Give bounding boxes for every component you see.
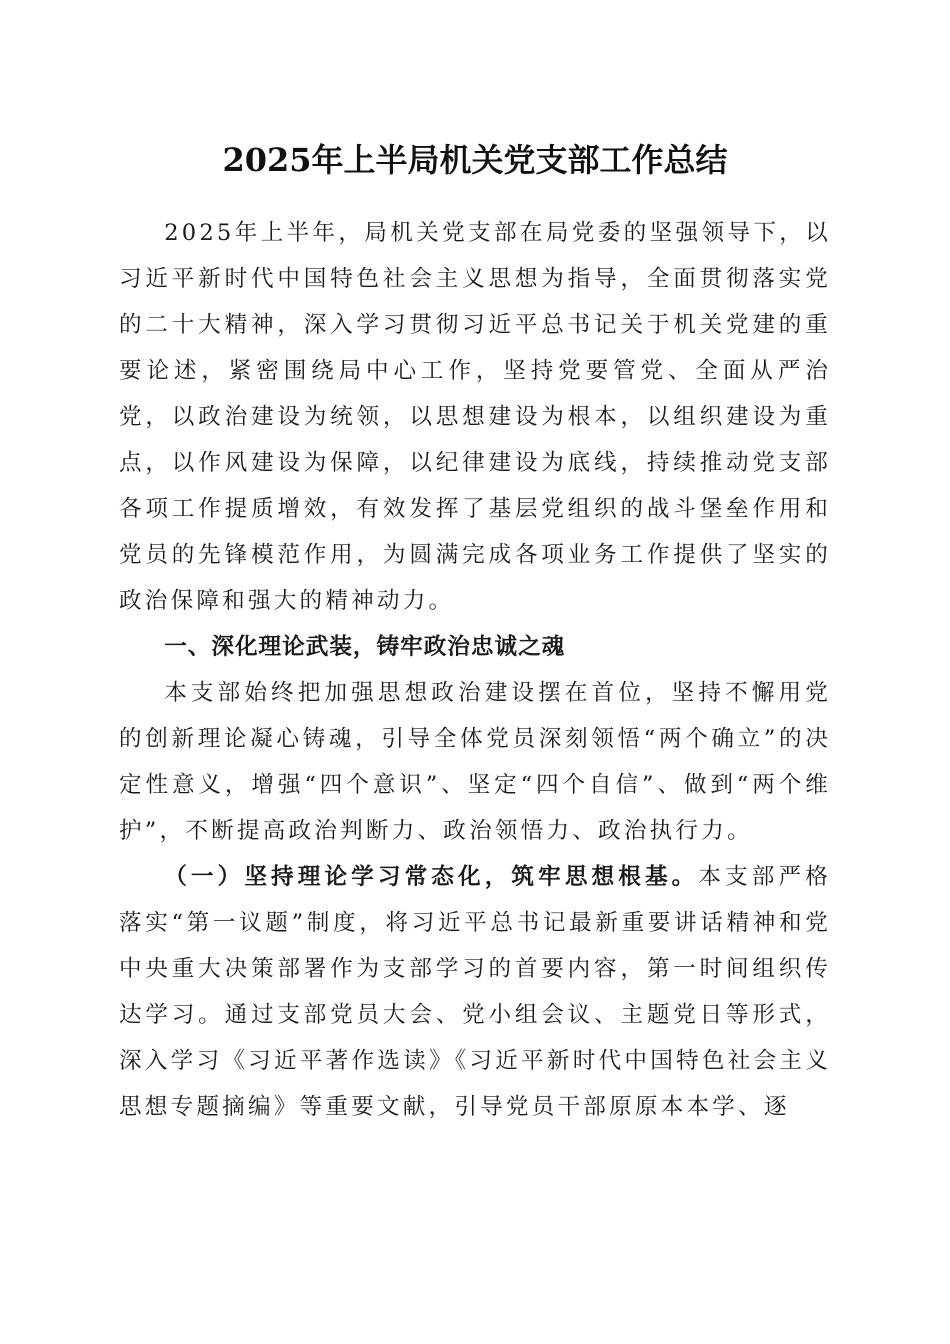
subsection-1-body: 本支部严格落实“第一议题”制度，将习近平总书记最新重要讲话精神和党中央重大决策部署作为支部学习的首要内容，第一时间组织传达学习。通过支部党员大会、党小组会议、主题党日等形式，深入学习《习近平著作选读》《习近平新时代中国特色社会主义思想专题摘编》等重要文献，引导党员干部原原本本学、逐 [119, 864, 832, 1120]
section-1-paragraph: 本支部始终把加强思想政治建设摆在首位，坚持不懈用党的创新理论凝心铸魂，引导全体党员深刻领悟“两个确立”的决定性意义，增强“四个意识”、坚定“四个自信”、做到“两个维护”，不断提高政治判断力、政治领悟力、政治执行力。 [119, 680, 831, 844]
document-body [119, 210, 831, 1130]
intro-paragraph: 2025年上半年，局机关党支部在局党委的坚强领导下，以习近平新时代中国特色社会主义思想为指导，全面贯彻落实党的二十大精神，深入学习贯彻习近平总书记关于机关党建的重要论述，紧密围绕局中心工作，坚持党要管党、全面从严治党，以政治建设为统领，以思想建设为根本，以组织建设为重点，以作风建设为保障，以纪律建设为底线，持续推动党支部各项工作提质增效，有效发挥了基层党组织的战斗堡垒作用和党员的先锋模范作用，为圆满完成各项业务工作提供了坚实的政治保障和强大的精神动力。 [119, 220, 831, 614]
subsection-1-paragraph [119, 854, 831, 1130]
section-heading-1: 一、深化理论武装，铸牢政治忠诚之魂 [164, 634, 566, 660]
document-title: 2025年上半局机关党支部工作总结 [222, 141, 728, 179]
subsection-1-lead: （一）坚持理论学习常态化，筑牢思想根基。 [164, 864, 699, 890]
